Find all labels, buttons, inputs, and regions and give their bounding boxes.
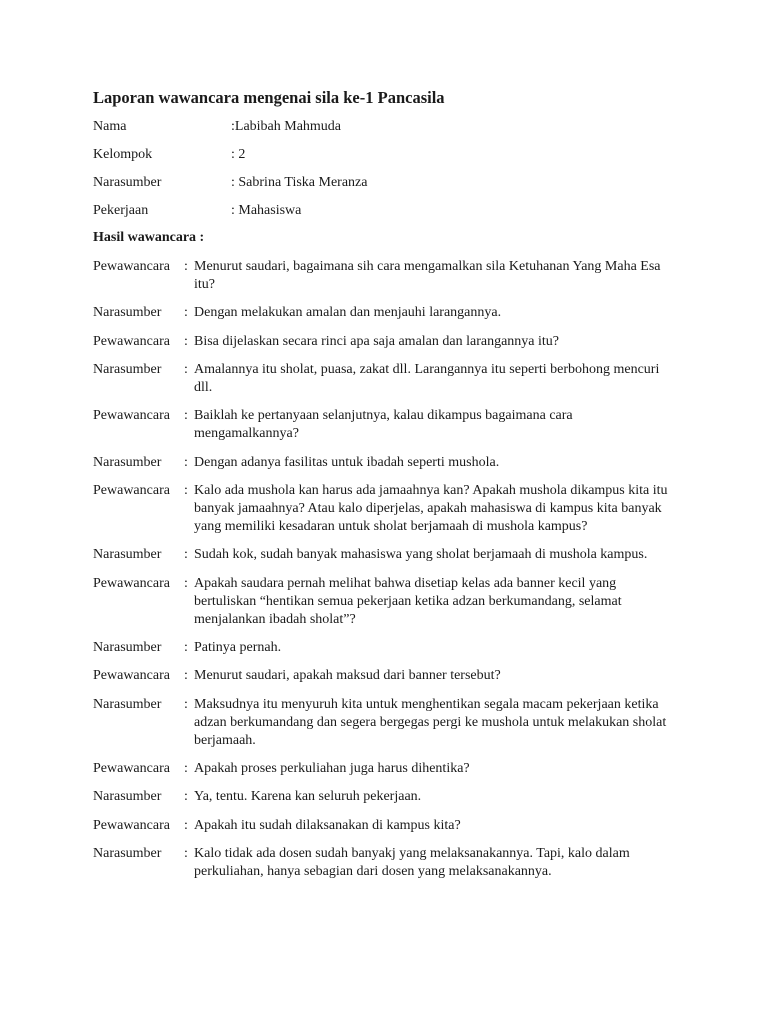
dialog-entry — [93, 304, 693, 322]
dialog-entry — [93, 454, 693, 472]
dialog-entry — [93, 817, 693, 835]
info-value: : 2 — [231, 147, 246, 162]
separator-colon: : — [184, 696, 188, 712]
utterance-text: Amalannya itu sholat, puasa, zakat dll. Larangannya itu seperti berbohong mencuri dll. — [194, 361, 660, 396]
speaker-label: Narasumber — [93, 640, 162, 656]
results-heading: Hasil wawancara : — [93, 230, 205, 245]
dialog-entry — [93, 696, 693, 751]
speaker-label: Pewawancara — [93, 575, 170, 591]
document-title: Laporan wawancara mengenai sila ke-1 Pancasila — [93, 88, 445, 107]
speaker-label: Narasumber — [93, 361, 162, 377]
separator-colon: : — [184, 482, 188, 498]
separator-colon: : — [184, 668, 188, 684]
utterance-text: Patinya pernah. — [194, 640, 282, 656]
separator-colon: : — [184, 361, 188, 377]
interview-dialog — [93, 258, 693, 891]
separator-colon: : — [184, 259, 188, 274]
dialog-entry — [93, 333, 693, 351]
dialog-entry — [93, 845, 693, 881]
utterance-text: Apakah proses perkuliahan juga harus dihentika? — [194, 761, 470, 777]
dialog-entry — [93, 667, 693, 685]
info-row-pekerjaan — [93, 202, 693, 230]
utterance-text: Kalo ada mushola kan harus ada jamaahnya kan? Apakah mushola dikampus kita itu banyak jamaahnya? Atau kalo diperjelas, apakah mahasiswa di kampus kita banyak yang memiliki kesadaran untuk sholat berjamaah di mushola kampus? — [194, 482, 668, 535]
separator-colon: : — [184, 575, 188, 591]
dialog-entry — [93, 361, 693, 397]
info-label: Narasumber — [93, 175, 162, 190]
separator-colon: : — [184, 333, 188, 349]
speaker-label: Narasumber — [93, 547, 162, 563]
speaker-label: Narasumber — [93, 454, 162, 470]
info-value: : Sabrina Tiska Meranza — [231, 175, 368, 190]
utterance-text: Apakah itu sudah dilaksanakan di kampus kita? — [194, 817, 461, 833]
info-label: Kelompok — [93, 147, 153, 162]
separator-colon: : — [184, 408, 188, 424]
speaker-label: Pewawancara — [93, 259, 170, 274]
speaker-label: Narasumber — [93, 696, 162, 712]
info-value: :Labibah Mahmuda — [231, 119, 342, 134]
separator-colon: : — [184, 454, 188, 470]
utterance-text: Baiklah ke pertanyaan selanjutnya, kalau dikampus bagaimana cara mengamalkannya? — [194, 408, 573, 442]
dialog-entry — [93, 760, 693, 778]
utterance-text: Sudah kok, sudah banyak mahasiswa yang sholat berjamaah di mushola kampus. — [194, 547, 648, 563]
utterance-text: Kalo tidak ada dosen sudah banyakj yang melaksanakannya. Tapi, kalo dalam perkuliahan, hanya sebagian dari dosen yang melaksanakannya. — [194, 845, 630, 880]
speaker-label: Narasumber — [93, 305, 162, 321]
dialog-entry — [93, 258, 693, 294]
separator-colon: : — [184, 817, 188, 833]
separator-colon: : — [184, 547, 188, 563]
dialog-entry — [93, 575, 693, 630]
separator-colon: : — [184, 305, 188, 321]
speaker-label: Pewawancara — [93, 817, 170, 833]
speaker-label: Pewawancara — [93, 333, 170, 349]
utterance-text: Bisa dijelaskan secara rinci apa saja amalan dan larangannya itu? — [194, 333, 559, 349]
utterance-text: Dengan adanya fasilitas untuk ibadah seperti mushola. — [194, 454, 500, 470]
separator-colon: : — [184, 789, 188, 805]
utterance-text: Apakah saudara pernah melihat bahwa disetiap kelas ada banner kecil yang bertuliskan “hentikan semua pekerjaan ketika adzan berkumandang, selamat menjalankan ibadah sholat”? — [194, 575, 622, 628]
utterance-text: Ya, tentu. Karena kan seluruh pekerjaan. — [194, 789, 422, 805]
separator-colon: : — [184, 640, 188, 656]
dialog-entry — [93, 546, 693, 564]
respondent-info — [93, 118, 693, 230]
separator-colon: : — [184, 761, 188, 777]
info-row-kelompok — [93, 146, 693, 174]
info-label: Pekerjaan — [93, 203, 149, 218]
info-label: Nama — [93, 119, 127, 134]
dialog-entry — [93, 788, 693, 806]
speaker-label: Narasumber — [93, 845, 162, 861]
dialog-entry — [93, 482, 693, 537]
dialog-entry — [93, 639, 693, 657]
speaker-label: Pewawancara — [93, 761, 170, 777]
utterance-text: Menurut saudari, bagaimana sih cara mengamalkan sila Ketuhanan Yang Maha Esa itu? — [194, 259, 661, 293]
utterance-text: Menurut saudari, apakah maksud dari banner tersebut? — [194, 668, 501, 684]
info-value: : Mahasiswa — [231, 203, 302, 218]
utterance-text: Maksudnya itu menyuruh kita untuk menghentikan segala macam pekerjaan ketika adzan berkumandang dan segera bergegas pergi ke mushola untuk melakukan sholat berjamaah. — [194, 696, 667, 749]
speaker-label: Narasumber — [93, 789, 162, 805]
speaker-label: Pewawancara — [93, 408, 170, 424]
separator-colon: : — [184, 845, 188, 861]
dialog-entry — [93, 407, 693, 443]
speaker-label: Pewawancara — [93, 668, 170, 684]
speaker-label: Pewawancara — [93, 482, 170, 498]
info-row-nama — [93, 118, 693, 146]
utterance-text: Dengan melakukan amalan dan menjauhi larangannya. — [194, 305, 502, 321]
info-row-narasumber — [93, 174, 693, 202]
